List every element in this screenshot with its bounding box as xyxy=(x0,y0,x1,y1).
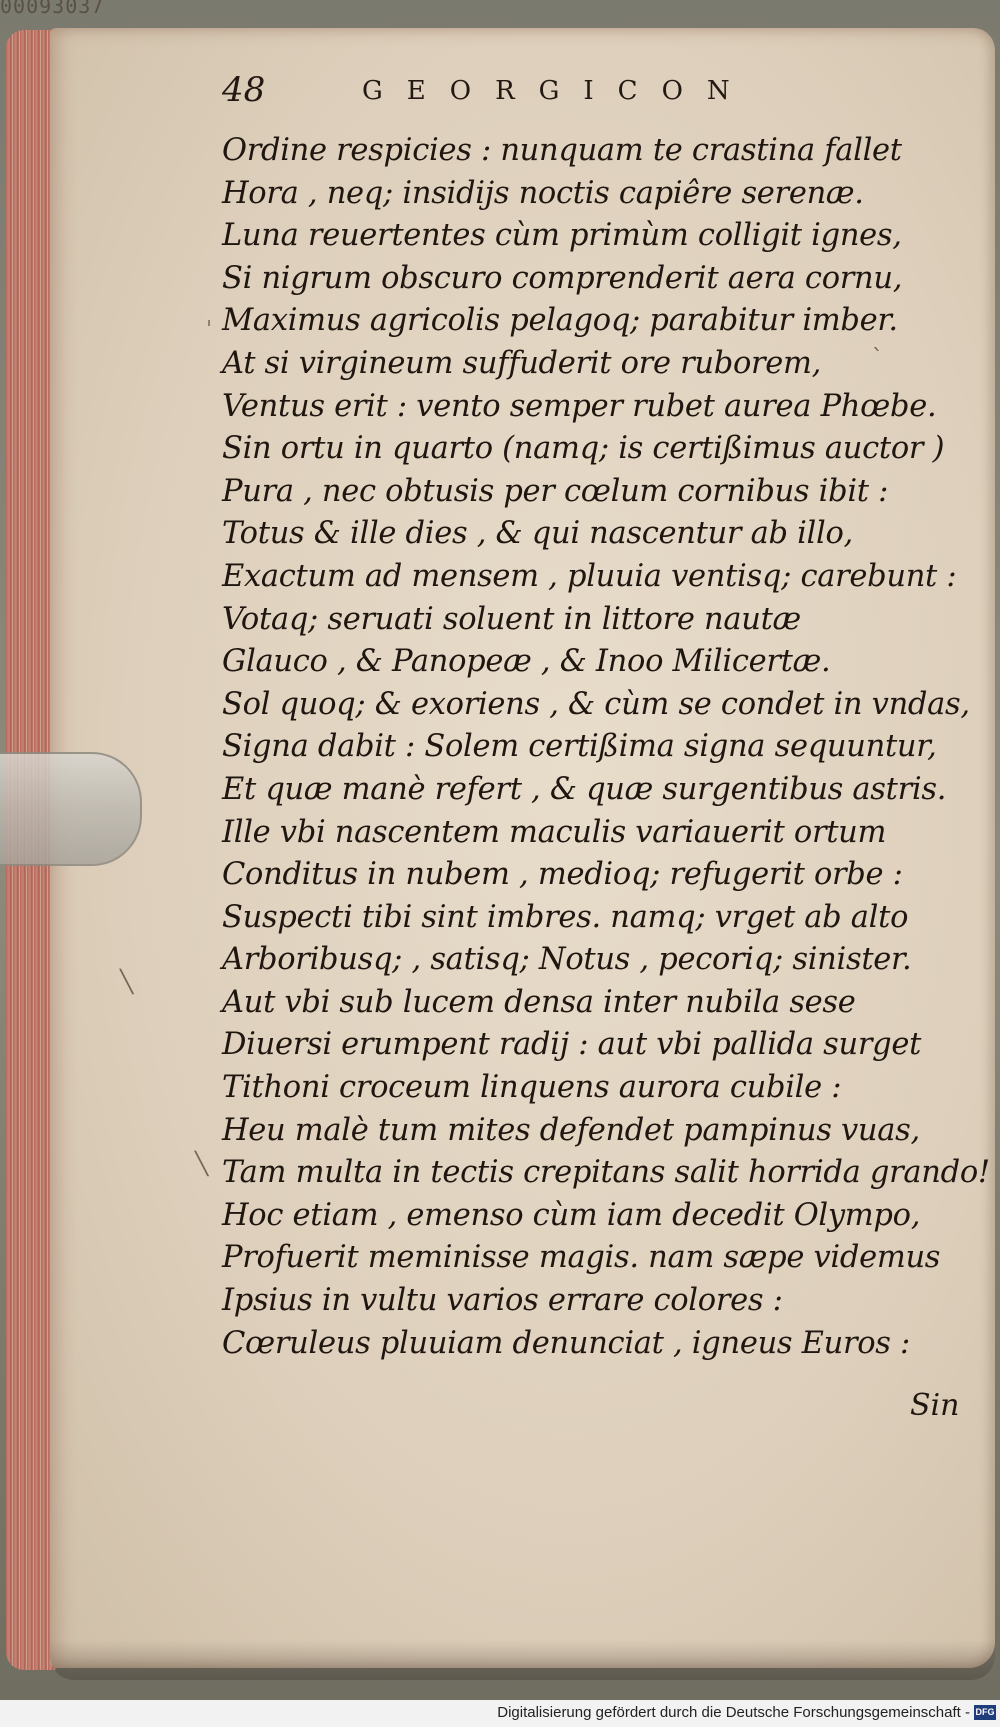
verse-line: Si nigrum obscuro comprenderit aera cornu, xyxy=(222,260,903,296)
scan-identifier: 00093037 xyxy=(0,0,105,18)
verse-line: Heu malè tum mites defendet pampinus vuas, xyxy=(222,1112,920,1148)
verse-line: Tam multa in tectis crepitans salit horrida grando! xyxy=(222,1155,990,1191)
verse-line: Suspecti tibi sint imbres. namq; vrget ab alto xyxy=(222,899,909,935)
margin-mark-icon: ╲ xyxy=(195,1152,209,1177)
page-clip xyxy=(0,752,142,866)
verse-block xyxy=(222,130,990,1365)
verse-line: Cœruleus pluuiam denunciat , igneus Euros : xyxy=(222,1325,911,1361)
dfg-logo-icon: DFG xyxy=(974,1705,996,1720)
verse-line: Pura , nec obtusis per cœlum cornibus ibit : xyxy=(222,473,889,509)
verse-line: Hora , neq; insidijs noctis capiêre serenæ. xyxy=(222,175,864,211)
running-title: GEORGICON xyxy=(362,76,754,106)
verse-line: Exactum ad mensem , pluuia ventisq; carebunt : xyxy=(222,558,957,594)
footer-bar xyxy=(0,1700,1000,1727)
page-bottom-shadow xyxy=(50,1640,995,1680)
verse-line: Sol quoq; & exoriens , & cùm se condet in vndas, xyxy=(222,686,970,722)
verse-line: Et quæ manè refert , & quæ surgentibus astris. xyxy=(222,771,947,807)
verse-line: Totus & ille dies , & qui nascentur ab illo, xyxy=(222,516,853,552)
verse-line: Arboribusq; , satisq; Notus , pecoriq; sinister. xyxy=(222,942,912,978)
verse-line: Hoc etiam , emenso cùm iam decedit Olympo, xyxy=(222,1197,921,1233)
verse-line: Votaq; seruati soluent in littore nautæ xyxy=(222,601,801,637)
verse-line: Profuerit meminisse magis. nam sæpe videmus xyxy=(222,1240,941,1276)
verse-line: At si virgineum suffuderit ore ruborem, xyxy=(222,345,822,381)
verse-line: Glauco , & Panopeæ , & Inoo Milicertæ. xyxy=(222,644,831,680)
margin-mark-icon: ╲ xyxy=(120,970,134,995)
verse-line: Ipsius in vultu varios errare colores : xyxy=(222,1283,783,1319)
verse-line: Aut vbi sub lucem densa inter nubila sese xyxy=(222,984,856,1020)
verse-line: Conditus in nubem , medioq; refugerit orbe : xyxy=(222,857,903,893)
margin-mark-icon: ˋ xyxy=(872,346,883,371)
verse-line: Tithoni croceum linquens aurora cubile : xyxy=(222,1070,842,1106)
verse-line: Ille vbi nascentem maculis variauerit ortum xyxy=(222,814,887,850)
verse-line: Ordine respicies : nunquam te crastina fallet xyxy=(222,133,902,168)
verse-line: Signa dabit : Solem certißima signa sequuntur, xyxy=(222,729,937,765)
verse-line: Maximus agricolis pelagoq; parabitur imber. xyxy=(222,303,898,339)
verse-line: Ventus erit : vento semper rubet aurea Phœbe. xyxy=(222,388,937,424)
verse-line: Luna reuertentes cùm primùm colligit ignes, xyxy=(222,218,902,254)
funding-credit: Digitalisierung gefördert durch die Deutsche Forschungsgemeinschaft - xyxy=(497,1704,970,1721)
verse-line: Diuersi erumpent radij : aut vbi pallida surget xyxy=(222,1027,922,1063)
catchword: Sin xyxy=(910,1388,960,1423)
verse-line: Sin ortu in quarto (namq; is certißimus auctor ) xyxy=(222,431,945,467)
margin-mark-icon: ˈ xyxy=(206,318,213,343)
page-number: 48 xyxy=(222,70,266,110)
